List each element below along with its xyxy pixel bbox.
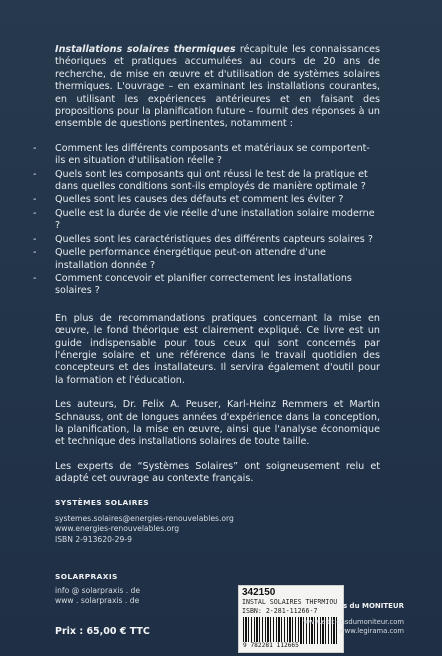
list-item: - Quelle performance énergétique peut-on attendre d'une installation donnée ? [55,247,380,272]
publisher-logo: Éditions du MONITEUR [315,602,404,610]
solarpraxis-contact [55,586,140,607]
publisher-website-2: www.legirama.com [339,626,404,635]
list-item: - Quelles sont les causes des défauts et comment les éviter ? [55,194,380,206]
recommendations-paragraph: En plus de recommandations pratiques concernant la mise en œuvre, le fond théorique est clairement expliqué. Ce livre est un guide indispensable pour tous ceux qui sont concernés par l'énergie solaire et une référence dans le travail quotidien des concepteurs et des installateurs. Il servira également d'outil pour la formation et l'éducation. [55,312,380,386]
intro-text: récapitule les connaissances théoriques et pratiques accumulées au cours de 20 ans de recherche, de mise en œuvre et d'utilisation de systèmes solaires thermiques. L'ouvrage – en examinant les installations courantes, en utilisant les expériences antérieures et en faisant des propositions pour la planification future – fournit des réponses à un ensemble de questions pertinentes, notamment : [55,44,380,130]
intro-paragraph [55,44,380,131]
barcode-code: 342150 [242,587,276,598]
systemes-solaires-website: www.energies-renouvelables.org [55,524,180,534]
list-item: - Quels sont les composants qui ont réussi le test de la pratique et dans quelles conditions sont-ils employés de manière optimale ? [55,169,380,194]
systemes-solaires-contact [55,514,234,545]
book-title: Installations solaires thermiques [55,44,236,55]
authors-paragraph: Les auteurs, Dr. Felix A. Peuser, Karl-Heinz Remmers et Martin Schnauss, ont de longues années d'expérience dans la conception, la planification, la mise en œuvre, ainsi que l'analyse économique et technique des installations solaires de toute taille. [55,399,380,448]
solarpraxis-logo: SOLARPRAXIS [55,572,118,581]
barcode-title: INSTAL SOLAIRES THERMIQU [242,598,338,606]
isbn-text: ISBN 2-913620-29-9 [55,534,132,544]
solarpraxis-website: www . solarpraxis . de [55,596,140,606]
systemes-solaires-email: systemes.solaires@energies-renouvelables.org [55,514,234,523]
list-item: - Quelle est la durée de vie réelle d'une installation solaire moderne ? [55,208,380,233]
experts-paragraph: Les experts de “Systèmes Solaires” ont soigneusement relu et adapté cet ouvrage au contexte français. [55,460,380,485]
publisher-website-1: www.editionsdumoniteur.com [303,618,404,626]
publisher-websites [300,618,404,635]
price-label: Prix : 65,00 € TTC [55,626,150,637]
question-list [55,143,380,298]
back-cover-text [55,44,380,498]
barcode-isbn: ISBN: 2-281-11266-7 [242,607,318,615]
list-item: - Quelles sont les caractéristiques des différents capteurs solaires ? [55,234,380,246]
solarpraxis-email: info @ solarpraxis . de [55,586,141,595]
list-item: - Comment les différents composants et matériaux se comportent-ils en situation d'utilisation réelle ? [55,143,380,168]
barcode-number: 9 782281 112665 [243,642,299,649]
systemes-solaires-logo: SYSTÈMES SOLAIRES [55,498,150,507]
list-item: - Comment concevoir et planifier correctement les installations solaires ? [55,273,380,298]
